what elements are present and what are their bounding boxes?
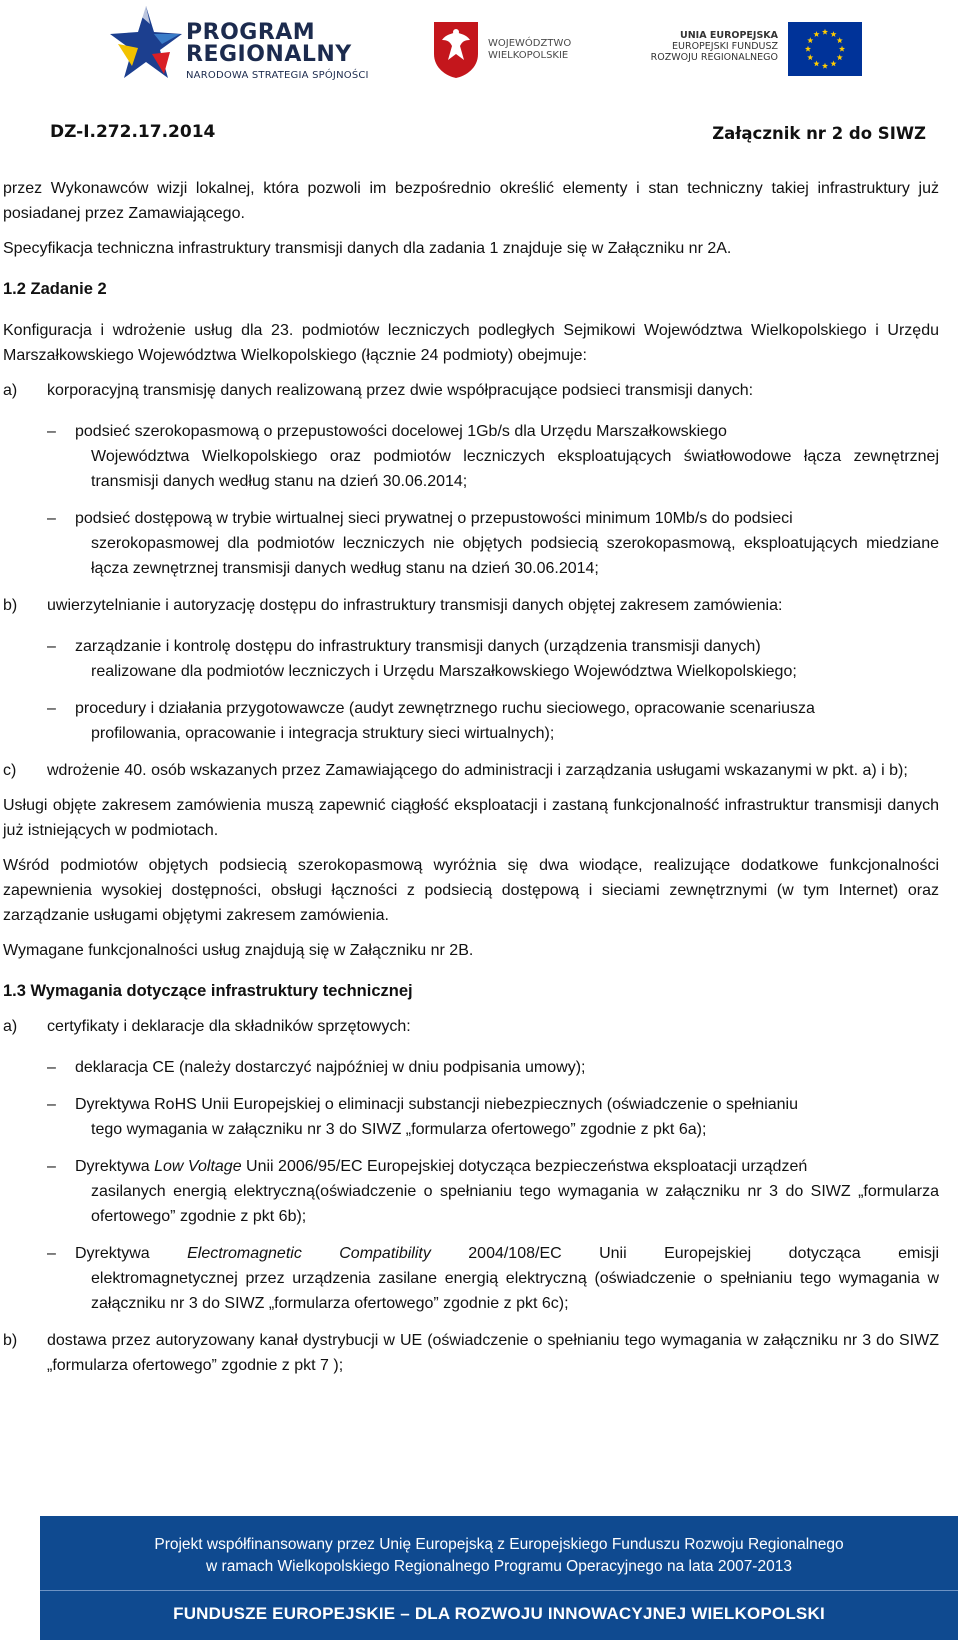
program-regionalny-logo [110,4,400,88]
program-logo-line3: NARODOWA STRATEGIA SPÓJNOŚCI [186,70,369,81]
dash-text-first-line: zarządzanie i kontrolę dostępu do infrastruktury transmisji danych (urządzenia transmisji danych) [75,638,761,655]
region-logo-line1: WOJEWÓDZTWO [488,38,572,49]
dash-item [47,1241,939,1316]
list-item [3,593,939,618]
dash-text-first-line: procedury i działania przygotowawcze (audyt zewnętrznego ruchu sieciowego, opracowanie scenariusza [75,700,815,717]
paragraph: Specyfikacja techniczna infrastruktury transmisji danych dla zadania 1 znajduje się w Załączniku nr 2A. [3,240,732,257]
section-heading: 1.2 Zadanie 2 [3,280,107,298]
dash-bullet: – [47,510,56,527]
dash-text-continuation: elektromagnetycznej przez urządzenia zasilane energią elektryczną (oświadczenie o spełnianiu tego wymagania w załączniku nr 3 do SIWZ „formularza ofertowego” zgodnie z pkt 6c); [91,1270,939,1312]
program-logo-line2: REGIONALNY [186,42,352,67]
paragraph: Wymagane funkcjonalności usług znajdują się w Załączniku nr 2B. [3,942,474,959]
dash-text-continuation: szerokopasmowej dla podmiotów leczniczych nie objętych podsiecią szerokopasmową, eksploatujących miedziane łącza zewnętrznej transmisji danych według stanu na dzień 30.06.2014; [91,535,939,577]
footer-slogan: FUNDUSZE EUROPEJSKIE – DLA ROZWOJU INNOWACYJNEJ WIELKOPOLSKI [173,1604,825,1623]
dash-text-continuation: realizowane dla podmiotów leczniczych i Urzędu Marszałkowskiego Województwa Wielkopolskiego; [91,663,797,680]
dash-text-continuation: zasilanych energią elektryczną(oświadczenie o spełnianiu tego wymagania w załączniku nr 3 do SIWZ „formularza ofertowego” zgodnie z pkt 6b); [91,1183,939,1225]
paragraph: Wśród podmiotów objętych podsiecią szerokopasmową wyróżnia się dwa wiodące, realizujące dodatkowe funkcjonalności zapewnienia wysokiej dostępności, obsługi łączności z podsiecią dostępową i sieciami zewnętrznymi (w tym Internet) oraz zarządzanie usługami objętymi zakresem zamówienia. [3,857,939,924]
list-letter: a) [3,1018,18,1035]
document-id: DZ-I.272.17.2014 [50,122,216,142]
list-item [3,378,939,403]
eu-logo [626,22,866,82]
dash-bullet: – [47,1059,56,1076]
dash-text-first-line [75,1241,939,1266]
dash-bullet: – [47,1245,56,1262]
dash-text-first-line [75,1154,939,1179]
footer-banner [40,1516,958,1640]
footer-line2: w ramach Wielkopolskiego Regionalnego Programu Operacyjnego na lata 2007-2013 [206,1558,792,1575]
dash-text-first-line: podsieć szerokopasmową o przepustowości docelowej 1Gb/s dla Urzędu Marszałkowskiego [75,423,727,440]
text-run: 2004/108/EC Unii Europejskiej dotycząca emisji [430,1245,940,1262]
region-logo-line2: WIELKOPOLSKIE [488,50,569,61]
coat-of-arms-icon [432,20,480,80]
dash-item [47,1092,939,1142]
dash-text-first-line: podsieć dostępową w trybie wirtualnej sieci prywatnej o przepustowości minimum 10Mb/s do podsieci [75,510,793,527]
footer-line1: Projekt współfinansowany przez Unię Europejską z Europejskiego Funduszu Rozwoju Regionalnego [154,1536,844,1553]
text-run: Unii 2006/95/EC Europejskiej dotycząca bezpieczeństwa eksploatacji urządzeń [241,1158,808,1175]
dash-bullet: – [47,638,56,655]
list-letter: b) [3,1332,18,1349]
list-item [3,1014,939,1039]
list-text: dostawa przez autoryzowany kanał dystrybucji w UE (oświadczenie o spełnianiu tego wymagania w załączniku nr 3 do SIWZ „formularza ofertowego” zgodnie z pkt 7 ); [47,1332,939,1374]
paragraph: przez Wykonawców wizji lokalnej, która pozwoli im bezpośrednio określić elementy i stan techniczny takiej infrastruktury już posiadanej przez Zamawiającego. [3,180,939,222]
document-body [3,176,939,1378]
text-run: Dyrektywa [75,1158,155,1175]
section-heading: 1.3 Wymagania dotyczące infrastruktury technicznej [3,982,413,1000]
eu-flag-icon [788,22,862,76]
dash-item [47,696,939,746]
paragraph: Konfiguracja i wdrożenie usług dla 23. podmiotów leczniczych podległych Sejmikowi Województwa Wielkopolskiego i Urzędu Marszałkowskiego Województwa Wielkopolskiego (łącznie 24 podmioty) obejmuje: [3,322,939,364]
program-logo-line1: PROGRAM [186,20,316,45]
list-item [3,1328,939,1378]
nss-star-icon [110,4,186,88]
emphasis-text: Low Voltage [154,1158,242,1175]
dash-bullet: – [47,700,56,717]
dash-text: deklaracja CE (należy dostarczyć najpóźniej w dniu podpisania umowy); [75,1059,586,1076]
dash-item [47,1154,939,1229]
paragraph: Usługi objęte zakresem zamówienia muszą zapewnić ciągłość eksploatacji i zastaną funkcjonalność infrastruktur transmisji danych już istniejących w podmiotach. [3,797,939,839]
dash-text-first-line: Dyrektywa RoHS Unii Europejskiej o eliminacji substancji niebezpiecznych (oświadczenie o spełnianiu [75,1096,799,1113]
emphasis-text: Electromagnetic Compatibility [187,1245,431,1262]
list-text: korporacyjną transmisję danych realizowaną przez dwie współpracujące podsieci transmisji danych: [47,382,754,399]
footer-divider [40,1590,958,1591]
dash-item [47,419,939,494]
list-text: wdrożenie 40. osób wskazanych przez Zamawiającego do administracji i zarządzania usługami wskazanymi w pkt. a) i b); [47,762,908,779]
eu-logo-line3: ROZWOJU REGIONALNEGO [650,52,778,63]
list-text: certyfikaty i deklaracje dla składników sprzętowych: [47,1018,411,1035]
list-letter: c) [3,762,17,779]
annex-label: Załącznik nr 2 do SIWZ [712,124,926,143]
list-item [3,758,939,783]
list-letter: a) [3,382,18,399]
text-run: Dyrektywa [75,1245,188,1262]
logo-bar [0,0,960,100]
eu-logo-line2: EUROPEJSKI FUNDUSZ [672,41,778,52]
dash-bullet: – [47,423,56,440]
dash-item [47,1055,939,1080]
dash-text-continuation: tego wymagania w załączniku nr 3 do SIWZ „formularza ofertowego” zgodnie z pkt 6a); [91,1121,707,1138]
dash-item [47,506,939,581]
dash-text-continuation: profilowania, opracowanie i integracja struktury sieci wirtualnych); [91,725,555,742]
eu-logo-line1: UNIA EUROPEJSKA [680,30,778,41]
list-text: uwierzytelnianie i autoryzację dostępu do infrastruktury transmisji danych objętej zakresem zamówienia: [47,597,783,614]
dash-bullet: – [47,1158,56,1175]
dash-text-continuation: Województwa Wielkopolskiego oraz podmiotów leczniczych eksploatujących światłowodowe łącza zewnętrznej transmisji danych według stanu na dzień 30.06.2014; [91,448,939,490]
list-letter: b) [3,597,18,614]
wojewodztwo-logo [432,20,592,80]
dash-item [47,634,939,684]
dash-bullet: – [47,1096,56,1113]
